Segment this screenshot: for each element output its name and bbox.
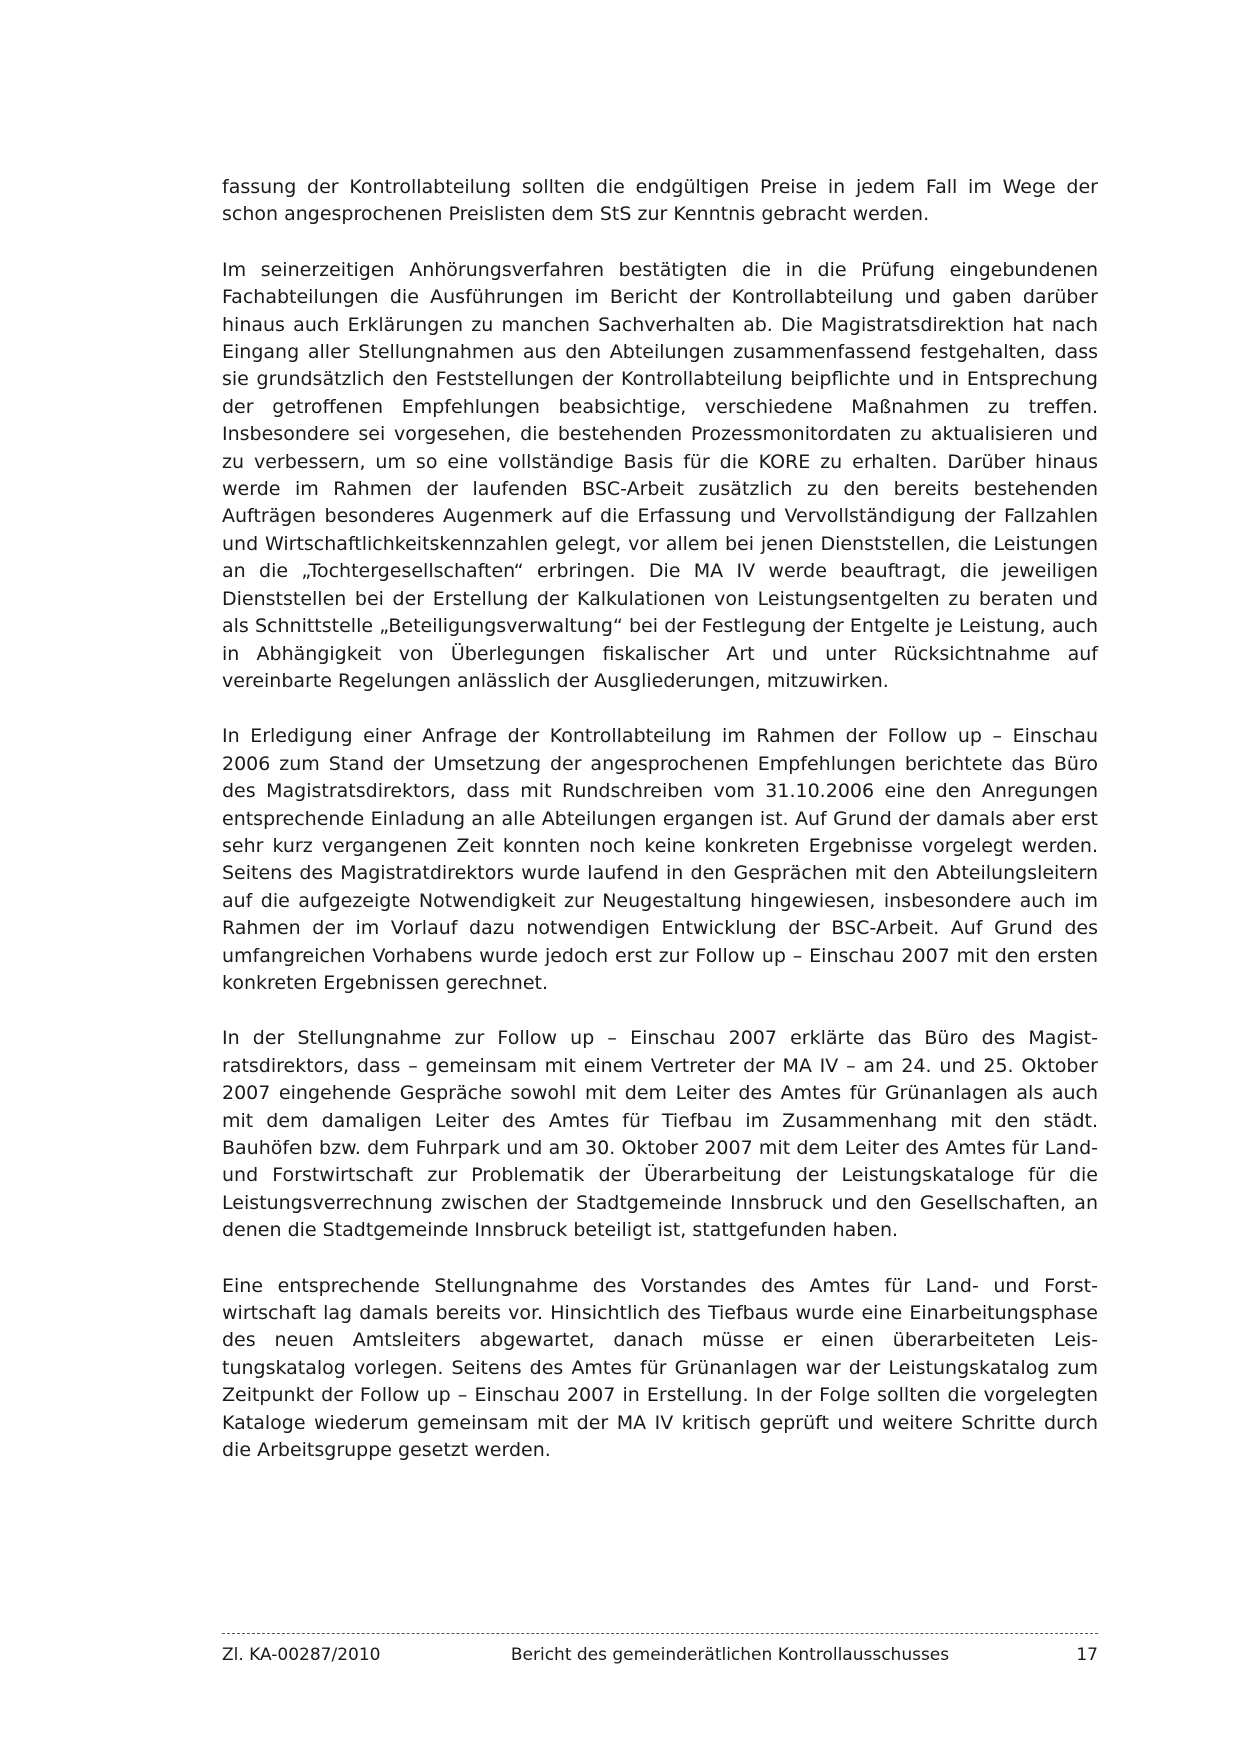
page-number: 17 (1076, 1645, 1098, 1665)
footer-row (222, 1644, 1098, 1666)
page-footer (222, 1633, 1098, 1666)
footer-title: Bericht des gemeinderätlichen Kontrollausschusses (510, 1645, 950, 1665)
footer-reference: Zl. KA-00287/2010 (222, 1645, 381, 1665)
paragraph-5: Eine entsprechende Stellungnahme des Vorstandes des Amtes für Land- und Forstwirtschaft lag damals bereits vor. Hinsichtlich des Tiefbaus wurde eine Einarbeitungsphase des neuen Amtsleiters abgewartet, danach müsse er einen überarbeiteten Leistungskatalog vorlegen. Seitens des Amtes für Grünanlagen war der Leistungskatalog zum Zeitpunkt der Follow up – Einschau 2007 in Erstellung. In der Folge sollten die vorgelegten Kataloge wiederum gemeinsam mit der MA IV kritisch geprüft und weitere Schritte durch die Arbeitsgruppe gesetzt werden. (222, 1274, 1098, 1462)
paragraph-4: In der Stellungnahme zur Follow up – Einschau 2007 erklärte das Büro des Magistratsdirektors, dass – gemeinsam mit einem Vertreter der MA IV – am 24. und 25. Oktober 2007 eingehende Gespräche sowohl mit dem Leiter des Amtes für Grünanlagen als auch mit dem damaligen Leiter des Amtes für Tiefbau im Zusammenhang mit den städt. Bauhöfen bzw. dem Fuhrpark und am 30. Oktober 2007 mit dem Leiter des Amtes für Land- und Forstwirtschaft zur Problematik der Überarbeitung der Leistungskataloge für die Leistungsverrechnung zwischen der Stadtgemeinde Innsbruck und den Gesellschaften, an denen die Stadtgemeinde Innsbruck beteiligt ist, stattgefunden haben. (222, 1027, 1098, 1242)
footer-divider (222, 1633, 1098, 1634)
paragraph-2: Im seinerzeitigen Anhörungsverfahren bestätigten die in die Prüfung eingebundenen Fachabteilungen die Ausführungen im Bericht der Kontrollabteilung und gaben darüber hinaus auch Erklärungen zu manchen Sachverhalten ab. Die Magistratsdirektion hat nach Eingang aller Stellungnahmen aus den Abteilungen zusammenfassend festgehalten, dass sie grundsätzlich den Feststellungen der Kontrollabteilung beipflichte und in Entsprechung der getroffenen Empfehlungen beabsichtige, verschiedene Maßnahmen zu treffen. Insbesondere sei vorgesehen, die bestehenden Prozessmonitordaten zu aktualisieren und zu verbessern, um so eine vollständige Basis für die KORE zu erhalten. Darüber hinaus werde im Rahmen der laufenden BSC-Arbeit zusätzlich zu den bereits bestehenden Aufträgen besonderes Augenmerk auf die Erfassung und Vervollständigung der Fallzahlen und Wirtschaftlichkeitskennzahlen gelegt, vor allem bei jenen Dienststellen, die Leistungen an die „Tochtergesellschaften“ erbringen. Die MA IV werde beauftragt, die jeweiligen Dienststellen bei der Erstellung der Kalkulationen von Leistungsentgelten zu beraten und als Schnittstelle „Beteiligungsverwaltung“ bei der Festlegung der Entgelte je Leistung, auch in Abhängigkeit von Überlegungen fiskalischer Art und unter Rücksichtnahme auf vereinbarte Regelungen anlässlich der Ausgliederungen, mitzuwirken. (222, 258, 1098, 692)
paragraph-3: In Erledigung einer Anfrage der Kontrollabteilung im Rahmen der Follow up – Einschau 2006 zum Stand der Umsetzung der angesprochenen Empfehlungen berichtete das Büro des Magistratsdirektors, dass mit Rundschreiben vom 31.10.2006 eine den Anregungen entsprechende Einladung an alle Abteilungen ergangen ist. Auf Grund der damals aber erst sehr kurz vergangenen Zeit konnten noch keine konkreten Ergebnisse vorgelegt werden. Seitens des Magistratdirektors wurde laufend in den Gesprächen mit den Abteilungsleitern auf die aufgezeigte Notwendigkeit zur Neugestaltung hingewiesen, insbesondere auch im Rahmen der im Vorlauf dazu notwendigen Entwicklung der BSC-Arbeit. Auf Grund des umfangreichen Vorhabens wurde jedoch erst zur Follow up – Einschau 2007 mit den ersten konkreten Ergebnissen gerechnet. (222, 725, 1098, 994)
page-body (222, 174, 1098, 1492)
paragraph-1: fassung der Kontrollabteilung sollten die endgültigen Preise in jedem Fall im Wege der schon angesprochenen Preislisten dem StS zur Kenntnis gebracht werden. (222, 176, 1098, 226)
